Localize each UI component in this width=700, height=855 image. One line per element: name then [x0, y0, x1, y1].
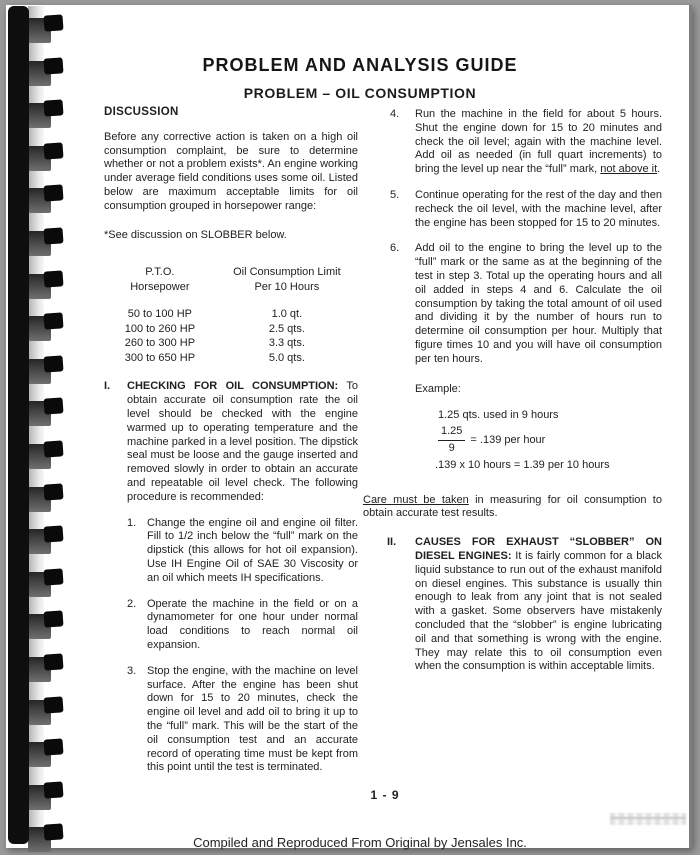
procedure-step-3	[104, 665, 358, 775]
binding-tooth-cap	[43, 824, 63, 841]
faint-stamp	[610, 813, 686, 825]
table-header-limit-line1: Oil Consumption Limit	[233, 266, 341, 279]
step-number: 3.	[127, 664, 137, 677]
table-header-hp-line1: P.T.O.	[145, 266, 175, 279]
table-cell-hp: 260 to 300 HP	[124, 337, 196, 350]
step-text-underlined: not above it	[600, 163, 658, 176]
discussion-paragraph: Before any corrective action is taken on a high oil consumption complaint, be sure to determine whether or not a problem exists*. An engine working under average field conditions uses some oil. Listed below are maximum acceptable limits for oil consumption grouped in horsepower range:	[104, 130, 358, 212]
table-cell-limit: 2.5 qts.	[268, 322, 305, 335]
fraction	[438, 425, 465, 456]
example-label: Example:	[415, 382, 461, 395]
table-cell-hp: 100 to 260 HP	[124, 322, 196, 335]
procedure-step-6	[363, 242, 662, 366]
binding-tooth-cap	[43, 270, 63, 287]
binding-tooth-cap	[43, 653, 63, 670]
example-line-3: .139 x 10 hours = 1.39 per 10 hours	[435, 458, 610, 471]
step-text: Stop the engine, with the machine on level surface. After the engine has been shut down for 15 to 20 minutes, check the engine oil level and add oil to bring it up to the “full” mark. This will be the start of the oil consumption test and an accurate record of operating time must be kept from this point until the test is terminated.	[147, 664, 358, 774]
binding-tooth-cap	[43, 142, 63, 159]
table-row	[104, 351, 358, 366]
table-row	[104, 307, 358, 322]
section-heading: CHECKING FOR OIL CONSUMPTION:	[127, 380, 339, 393]
binding-tooth-cap	[43, 313, 63, 330]
binding-tooth-cap	[43, 355, 63, 372]
page-number: 1 - 9	[370, 788, 400, 802]
binding-tooth-cap	[43, 568, 63, 585]
table-cell-limit: 1.0 qt.	[271, 308, 303, 321]
section-body: To obtain accurate oil consumption rate the oil level should be checked with the engine warmed up to operating temperature and the machine parked in a level position. The dipstick seal must be loose and the gauge inserted and removed slowly in order to obtain an accurate and repeatable oil level check. The following procedure is recommended:	[127, 380, 358, 503]
table-cell-limit: 3.3 qts.	[268, 337, 305, 350]
care-note-text: in measuring for oil consumption to obtain accurate test results.	[363, 493, 662, 520]
binding-tooth-cap	[43, 398, 63, 415]
table-cell-hp: 50 to 100 HP	[127, 308, 192, 321]
binding-tooth-cap	[43, 739, 63, 756]
step-text: Add oil to the engine to bring the level up to the “full” mark or the same as at the beginning of the test in step 3. Total up the operating hours and all oil added in steps 4 and 6. Calculate the oil consumption by taking the total amount of oil used and dividing it by the number of hours run to determine oil consumption per hour. Multiply that figure times 10 and you will have oil consumption per ten hours.	[415, 242, 662, 365]
binding-tooth-cap	[43, 14, 63, 31]
procedure-step-5	[363, 189, 662, 230]
binding-tooth-cap	[43, 100, 63, 117]
procedure-step-4	[363, 108, 662, 177]
example-fraction-row	[363, 425, 662, 456]
right-column	[363, 108, 662, 674]
section-checking-oil-consumption	[104, 380, 358, 504]
fraction-denominator: 9	[448, 441, 455, 454]
discussion-heading: DISCUSSION	[104, 106, 179, 118]
step-text: Run the machine in the field for about 5 hours. Shut the engine down for 15 to 20 minutes and check the oil level; again with the machine level. Add oil as needed (in full quart increments) to bring the level up near the “full” mark,	[415, 108, 662, 176]
binding-tooth-cap	[43, 611, 63, 628]
binding-tooth-cap	[43, 227, 63, 244]
binding-tooth-cap	[43, 696, 63, 713]
step-number: 2.	[127, 597, 137, 610]
fraction-numerator: 1.25	[438, 425, 465, 441]
step-text: Continue operating for the rest of the day and then recheck the oil level, with the machine level, after the engine has been stopped for 15 to 20 minutes.	[415, 188, 662, 229]
step-number: 5.	[390, 188, 400, 201]
page-subtitle: PROBLEM – OIL CONSUMPTION	[243, 85, 477, 101]
procedure-step-1	[104, 517, 358, 586]
section-heading: CAUSES FOR EXHAUST “SLOBBER” ON DIESEL ENGINES:	[415, 536, 662, 562]
comb-binding	[0, 0, 70, 855]
step-number: 4.	[390, 108, 400, 120]
section-body: It is fairly common for a black liquid substance to run out of the exhaust manifold on diesel engines. This substance is usually thin enough to leak from any joint that is not sealed with a gasket. Some observers have mistakenly concluded that the “slobber” is engine lubricating oil and that something is wrong with the engine. They may relate this to oil consumption even when the consumption is within acceptable limits.	[415, 549, 662, 673]
binding-tooth-cap	[43, 526, 63, 543]
table-header-hp-line2: Horsepower	[130, 280, 190, 293]
procedure-step-2	[104, 598, 358, 653]
table-header	[104, 265, 358, 294]
section-numeral: II.	[387, 536, 397, 549]
binding-tooth-cap	[43, 185, 63, 202]
table-row	[104, 322, 358, 337]
step-number: 1.	[127, 516, 137, 529]
example-line-1: 1.25 qts. used in 9 hours	[438, 409, 559, 422]
section-exhaust-slobber	[363, 536, 662, 674]
page-title: PROBLEM AND ANALYSIS GUIDE	[202, 55, 518, 75]
page-header	[60, 55, 660, 101]
step-number: 6.	[390, 242, 400, 255]
page-right-edge	[689, 5, 692, 848]
oil-consumption-table	[104, 265, 358, 365]
step-text: .	[657, 163, 661, 176]
binding-spine	[8, 6, 29, 844]
section-numeral: I.	[104, 380, 111, 393]
binding-tooth-cap	[43, 781, 63, 798]
step-text: Operate the machine in the field or on a dynamometer for one hour under normal load conditions to reach normal oil expansion.	[147, 597, 358, 651]
table-header-limit	[216, 265, 358, 294]
footer-credit: Compiled and Reproduced From Original by Jensales Inc.	[193, 835, 527, 850]
binding-tooth-cap	[43, 483, 63, 500]
table-cell-limit: 5.0 qts.	[268, 351, 305, 364]
care-note-underlined: Care must be taken	[363, 493, 469, 506]
table-row	[104, 336, 358, 351]
step-text: Change the engine oil and engine oil filter. Fill to 1/2 inch below the “full” mark on the dipstick (this allows for hot oil expansion). Use IH Engine Oil of SAE 30 Viscosity or an oil which meets IH specifications.	[147, 516, 358, 584]
table-header-limit-line2: Per 10 Hours	[254, 280, 320, 293]
slobber-footnote: *See discussion on SLOBBER below.	[104, 228, 287, 241]
table-header-hp	[104, 265, 216, 294]
binding-tooth-cap	[43, 440, 63, 457]
care-note	[363, 494, 662, 522]
left-column	[104, 106, 358, 775]
table-cell-hp: 300 to 650 HP	[124, 351, 196, 364]
fraction-result: = .139 per hour	[470, 433, 546, 446]
